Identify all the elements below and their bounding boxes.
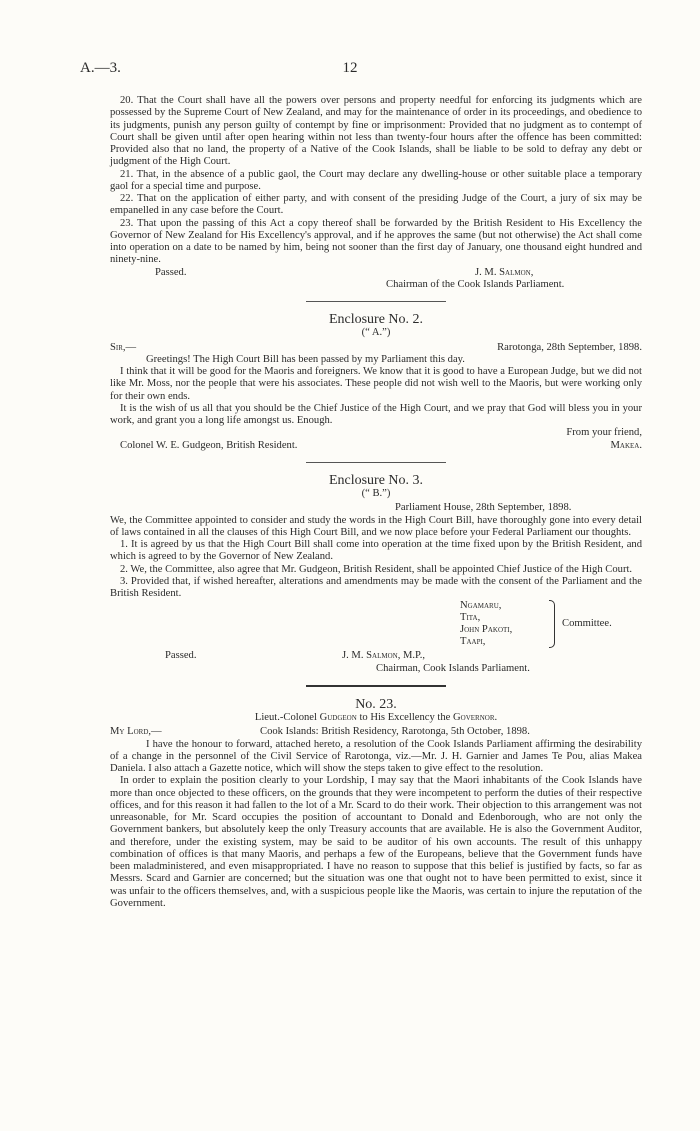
section-divider xyxy=(306,301,446,302)
committee-member: Tita, xyxy=(460,612,481,624)
committee-paragraph: We, the Committee appointed to consider and study the words in the High Court Bill, have thoroughly gone into every detail of laws contained in all the clauses of this High Court Bill, and we now place before your Federal Parliament our thoughts. xyxy=(110,514,642,538)
letter-paragraph: It is the wish of us all that you should be the Chief Justice of the High Court, and we pray that God will bless you in your work, and grant you a long life amongst us. Enough. xyxy=(110,402,642,426)
signatory: Makea. xyxy=(610,439,642,451)
place-date: Cook Islands: British Residency, Rarotonga, 5th October, 1898. xyxy=(260,726,530,738)
committee-label: Committee. xyxy=(562,618,612,630)
chairman-title-line xyxy=(110,279,642,291)
clause-23: 23. That upon the passing of this Act a copy thereof shall be forwarded by the British Resident to His Excellency the Governor of New Zealand for His Excellency's approval, and if he approves the same (but not otherwise) the Act shall come into operation on a date to be named by him, being not sooner than the first day of January, one thousand eight hundred and ninety-nine. xyxy=(110,217,642,266)
subtitle-name: Gudgeon xyxy=(319,712,357,723)
enclosure-3-title: Enclosure No. 3. xyxy=(328,472,424,488)
addressee: Colonel W. E. Gudgeon, British Resident. xyxy=(120,439,298,451)
document-23-title: No. 23. xyxy=(355,696,397,712)
salutation: Sir,— xyxy=(110,341,137,353)
place-date: Parliament House, 28th September, 1898. xyxy=(395,502,572,514)
signature-line xyxy=(110,650,642,662)
document-reference: A.—3. xyxy=(80,60,121,76)
chairman-name: J. M. Salmon, xyxy=(475,266,534,278)
passed-label: Passed. xyxy=(165,650,197,662)
chairman-title-line xyxy=(110,663,642,675)
chairman-name: J. M. Salmon, M.P., xyxy=(342,650,426,662)
place-date-line xyxy=(110,502,642,514)
chairman-title: Chairman, Cook Islands Parliament. xyxy=(376,662,530,674)
subtitle-governor: Governor. xyxy=(453,712,498,723)
chairman-title: Chairman of the Cook Islands Parliament. xyxy=(386,278,565,290)
committee-member: Taapi, xyxy=(460,636,486,648)
enclosure-2-title: Enclosure No. 2. xyxy=(328,312,424,327)
committee-signatures xyxy=(110,600,642,650)
place-date: Rarotonga, 28th September, 1898. xyxy=(497,341,642,353)
letter-paragraph: I have the honour to forward, attached hereto, a resolution of the Cook Islands Parliament affirming the desirability of a change in the personnel of the Civil Service of Rarotonga, viz.—Mr. J. H. Garnier and James Te Pou, alias Makea Daniela. I also attach a Gazette notice, which will show the steps taken to give effect to the resolution. xyxy=(110,738,642,774)
letter-header xyxy=(110,726,642,738)
letter-paragraph: Greetings! The High Court Bill has been passed by my Parliament this day. xyxy=(146,353,465,365)
clause-22: 22. That on the application of either party, and with consent of the presiding Judge of the Court, a jury of six may be empanelled in any case before the Court. xyxy=(110,193,642,217)
address-line xyxy=(110,440,642,452)
salutation: My Lord,— xyxy=(110,726,162,738)
letter-paragraph: I think that it will be good for the Maoris and foreigners. We know that it is good to have a European Judge, but we did not like Mr. Moss, nor the people that were his associates. These people did not wish well to the Maoris, but were working only for their own ends. xyxy=(110,366,642,402)
committee-paragraph: 3. Provided that, if wished hereafter, alterations and amendments may be made with the consent of the Parliament and the British Resident. xyxy=(110,575,642,599)
page-number: 12 xyxy=(342,60,358,76)
committee-paragraph: 2. We, the Committee, also agree that Mr. Gudgeon, British Resident, shall be appointed Chief Justice of the High Court. xyxy=(120,563,633,575)
subtitle-middle: to His Excellency the xyxy=(356,712,453,723)
clause-20: 20. That the Court shall have all the powers over persons and property needful for enforcing its judgments which are possessed by the Supreme Court of New Zealand, and may for the maintenance of order in its proceedings, and obedience to its judgments, punish any person guilty of contempt by fine or imprisonment: Provided that no judgment as to contempt of Court shall be given until after open hearing within not less than twenty-four hours after the offence has been committed: Provided also that no land, the property of a Native of the Cook Islands, shall be liable to be sold to defray any debt or judgment of the High Court. xyxy=(110,95,642,168)
closing: From your friend, xyxy=(566,427,642,439)
signature-line xyxy=(110,267,642,279)
closing-line xyxy=(110,427,642,439)
committee-paragraph: 1. It is agreed by us that the High Court Bill shall come into operation at the time fixed upon by the British Resident, and which is agreed to by the Governor of New Zealand. xyxy=(110,539,642,563)
letter-header xyxy=(110,342,642,354)
document-body xyxy=(110,95,642,910)
passed-label: Passed. xyxy=(155,266,187,278)
committee-member: John Pakoti, xyxy=(460,624,513,636)
committee-member: Ngamaru, xyxy=(460,600,502,612)
document-23-subtitle xyxy=(110,712,642,724)
clause-21: 21. That, in the absence of a public gaol, the Court may declare any dwelling-house or other suitable place a temporary gaol for a special time and purpose. xyxy=(110,168,642,192)
letter-paragraph: In order to explain the position clearly to your Lordship, I may say that the Maori inhabitants of the Cook Islands have more than once objected to these officers, on the grounds that they were incompetent to perform the duties of their respective offices, and for this reason it had fallen to the lot of a Mr. Scard to do their work. Their objection to this arrangement was not unreasonable, for Mr. Scard occupies the position of accountant to Donald and Edenborough, who are not only the Government bankers, but absolutely keep the only Treasury accounts that are available. He is also the Government Auditor, and therefore, under the existing system, may be said to be auditor of his own accounts. The result of this unhappy combination of offices is that many Maoris, and perhaps a few of the Europeans, believe that the Government funds have been maladministered, and even misappropriated. I have no reason to suppose that this belief is justified by facts, so far as Messrs. Scard and Garnier are concerned; but the situation was one that ought not to have been permitted to exist, since it was unfair to the officers themselves, and, with a suspicious people like the Maoris, was certain to injure the reputation of the Government. xyxy=(110,775,642,909)
subtitle-prefix: Lieut.-Colonel xyxy=(254,712,320,723)
committee-names xyxy=(460,600,512,648)
brace xyxy=(549,600,555,648)
section-divider xyxy=(306,685,446,687)
enclosure-2-label: (“ A.”) xyxy=(361,327,391,339)
enclosure-3-label: (“ B.”) xyxy=(361,488,391,499)
section-divider xyxy=(306,462,446,463)
